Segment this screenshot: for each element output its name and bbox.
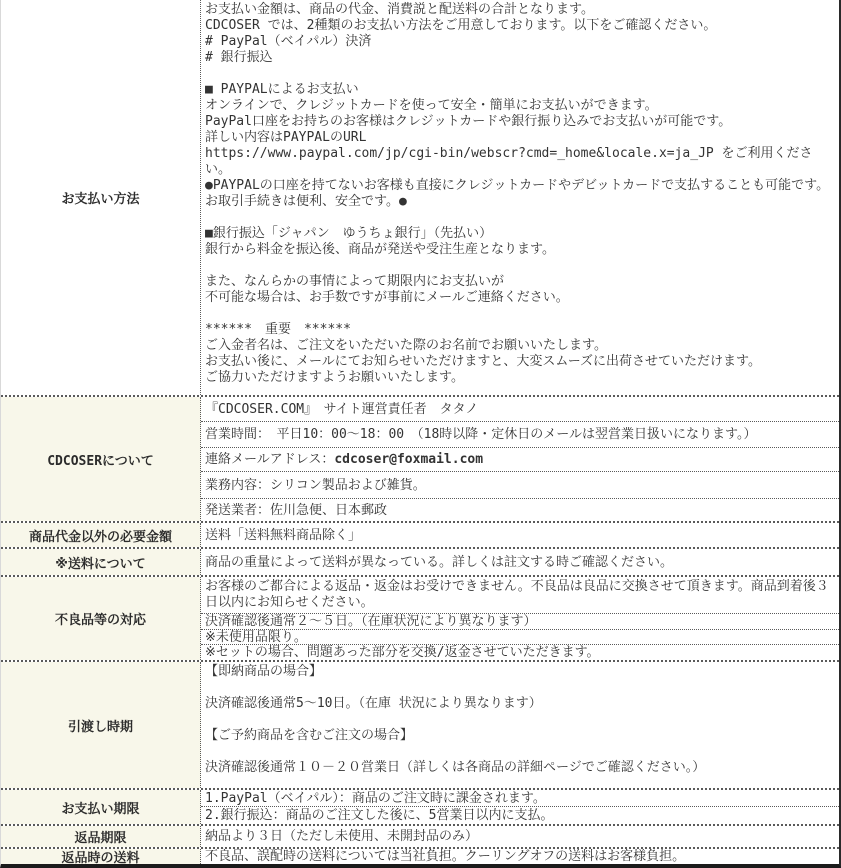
- row-payment-method: [1, 0, 839, 395]
- row-detail: 送料「送料無料商品除く」: [201, 523, 839, 547]
- text-line: [205, 744, 835, 760]
- row-payment-deadline: [1, 788, 839, 824]
- row-header-label: 商品代金以外の必要金額: [1, 523, 201, 547]
- row-detail: [201, 577, 839, 660]
- row-header-label: お支払い期限: [1, 790, 201, 824]
- paypal-deadline: 1.PayPal（ベイパル）：商品のご注文時に課金されます。: [201, 790, 839, 807]
- return-policy: お客様のご都合による返品・返金はお受けできません。不良品は良品に交換させて頂きます。商品到着後３日以内にお知らせください。: [201, 577, 839, 614]
- exchange-timing: 決済確認後通常２～５日。（在庫状況により異なります）: [201, 614, 839, 630]
- text-line: 不可能な場合は、お手数ですが事前にメールご連絡ください。: [205, 290, 569, 305]
- row-header-label: 引渡し時期: [1, 662, 201, 788]
- text-line: # PayPal（ベイパル）決済: [205, 34, 372, 49]
- row-detail: [201, 0, 839, 395]
- row-defective-items: [1, 575, 839, 660]
- payment-method-text: [201, 0, 839, 386]
- row-return-deadline: [1, 824, 839, 847]
- text-line: ●PAYPALの口座を持てないお客様も直接にクレジットカードやデビットカードで支払することも可能です。: [205, 178, 830, 193]
- text-line: [205, 66, 835, 82]
- row-header-label: お支払い方法: [1, 0, 201, 395]
- row-delivery-time: [1, 660, 839, 788]
- text-line: ****** 重要 ******: [205, 322, 351, 337]
- text-line: CDCOSER では、2種類のお支払い方法をご用意しております。以下をご確認ください。: [205, 18, 717, 33]
- text-line: お支払い後に、メールにてお知らせいただけますと、大変スムーズに出荷させていただけます。: [205, 354, 762, 369]
- site-operator: 『CDCOSER.COM』 サイト運営責任者 タタノ: [201, 397, 839, 422]
- text-line: ■銀行振込「ジャパン ゆうちょ銀行」（先払い）: [205, 226, 493, 241]
- row-detail: [201, 662, 839, 788]
- text-line: ご協力いただけますようお願いいたします。: [205, 370, 464, 385]
- text-line: [205, 680, 835, 696]
- text-line: [205, 306, 835, 322]
- row-return-shipping: [1, 847, 839, 864]
- text-line: オンラインで、クレジットカードを使って安全・簡単にお支払いができます。: [205, 98, 658, 113]
- contact-email-label: 連絡メールアドレス：: [205, 452, 335, 467]
- set-items-note: ※セットの場合、問題あった部分を交換/返金させていただきます。: [205, 645, 600, 660]
- row-detail: [201, 790, 839, 824]
- row-detail: 商品の重量によって送料が異なっている。詳しくは註文する時ご確認ください。: [201, 549, 839, 575]
- unused-only-note: ※未使用品限り。: [201, 630, 839, 645]
- bank-transfer-deadline: 2.銀行振込：商品のご注文した後に、5営業日以内に支払。: [205, 808, 554, 823]
- row-detail: 納品より３日（ただし未使用、未開封品のみ）: [201, 826, 839, 847]
- row-header-label: ※送料について: [1, 549, 201, 575]
- text-line: 銀行から料金を振込後、商品が発送や受注生産となります。: [205, 242, 555, 257]
- business-hours: 営業時間： 平日10：00～18：00 （18時以降・定休日のメールは翌営業日扱いになります。）: [201, 422, 839, 448]
- text-line: [205, 258, 835, 274]
- text-line: PayPal口座をお持ちのお客様はクレジットカードや銀行振り込みでお支払いが可能です。: [205, 114, 732, 129]
- text-line: お支払い金額は、商品の代金、消費説と配送料の合計となります。: [205, 2, 594, 17]
- contact-email-address: cdcoser@foxmail.com: [334, 452, 484, 467]
- text-line: また、なんらかの事情によって期限内にお支払いが: [205, 274, 505, 289]
- text-line: 詳しい内容はPAYPALのURL: [205, 130, 367, 145]
- text-line: 【即納商品の場合】: [205, 664, 323, 679]
- row-detail: 不良品、誤配時の送料については当社負担。クーリングオフの送料はお客様負担。: [201, 849, 839, 864]
- delivery-time-text: [201, 662, 839, 776]
- row-about-cdcoser: [1, 395, 839, 521]
- text-line: お取引手続きは便利、安全です。●: [205, 194, 407, 209]
- row-shipping-note: [1, 547, 839, 575]
- row-header-label: 返品時の送料: [1, 849, 201, 864]
- row-header-label: CDCOSERについて: [1, 397, 201, 521]
- text-line: https://www.paypal.com/jp/cgi-bin/webscr?cmd=_home&locale.x=ja_JP をご利用ください。: [205, 146, 813, 177]
- text-line: ■ PAYPALによるお支払い: [205, 82, 359, 97]
- text-line: [205, 210, 835, 226]
- shipping-carriers: 発送業者：佐川急便、日本郵政: [205, 502, 388, 518]
- text-line: 【ご予約商品を含むご注文の場合】: [205, 728, 414, 743]
- row-header-label: 不良品等の対応: [1, 577, 201, 660]
- business-description: 業務内容：シリコン製品および雑貨。: [201, 472, 839, 499]
- row-header-label: 返品期限: [1, 826, 201, 847]
- text-line: [205, 712, 835, 728]
- text-line: # 銀行振込: [205, 50, 273, 65]
- row-extra-fees: [1, 521, 839, 547]
- text-line: 決済確認後通常5～10日。（在庫 状況により異なります）: [205, 696, 542, 711]
- text-line: ご入金者名は、ご注文をいただいた際のお名前でお願いいたします。: [205, 338, 607, 353]
- contact-email-row: [201, 448, 839, 472]
- row-detail: [201, 397, 839, 521]
- text-line: 決済確認後通常１０－２０営業日（詳しくは各商品の詳細ページでご確認ください。）: [205, 760, 706, 775]
